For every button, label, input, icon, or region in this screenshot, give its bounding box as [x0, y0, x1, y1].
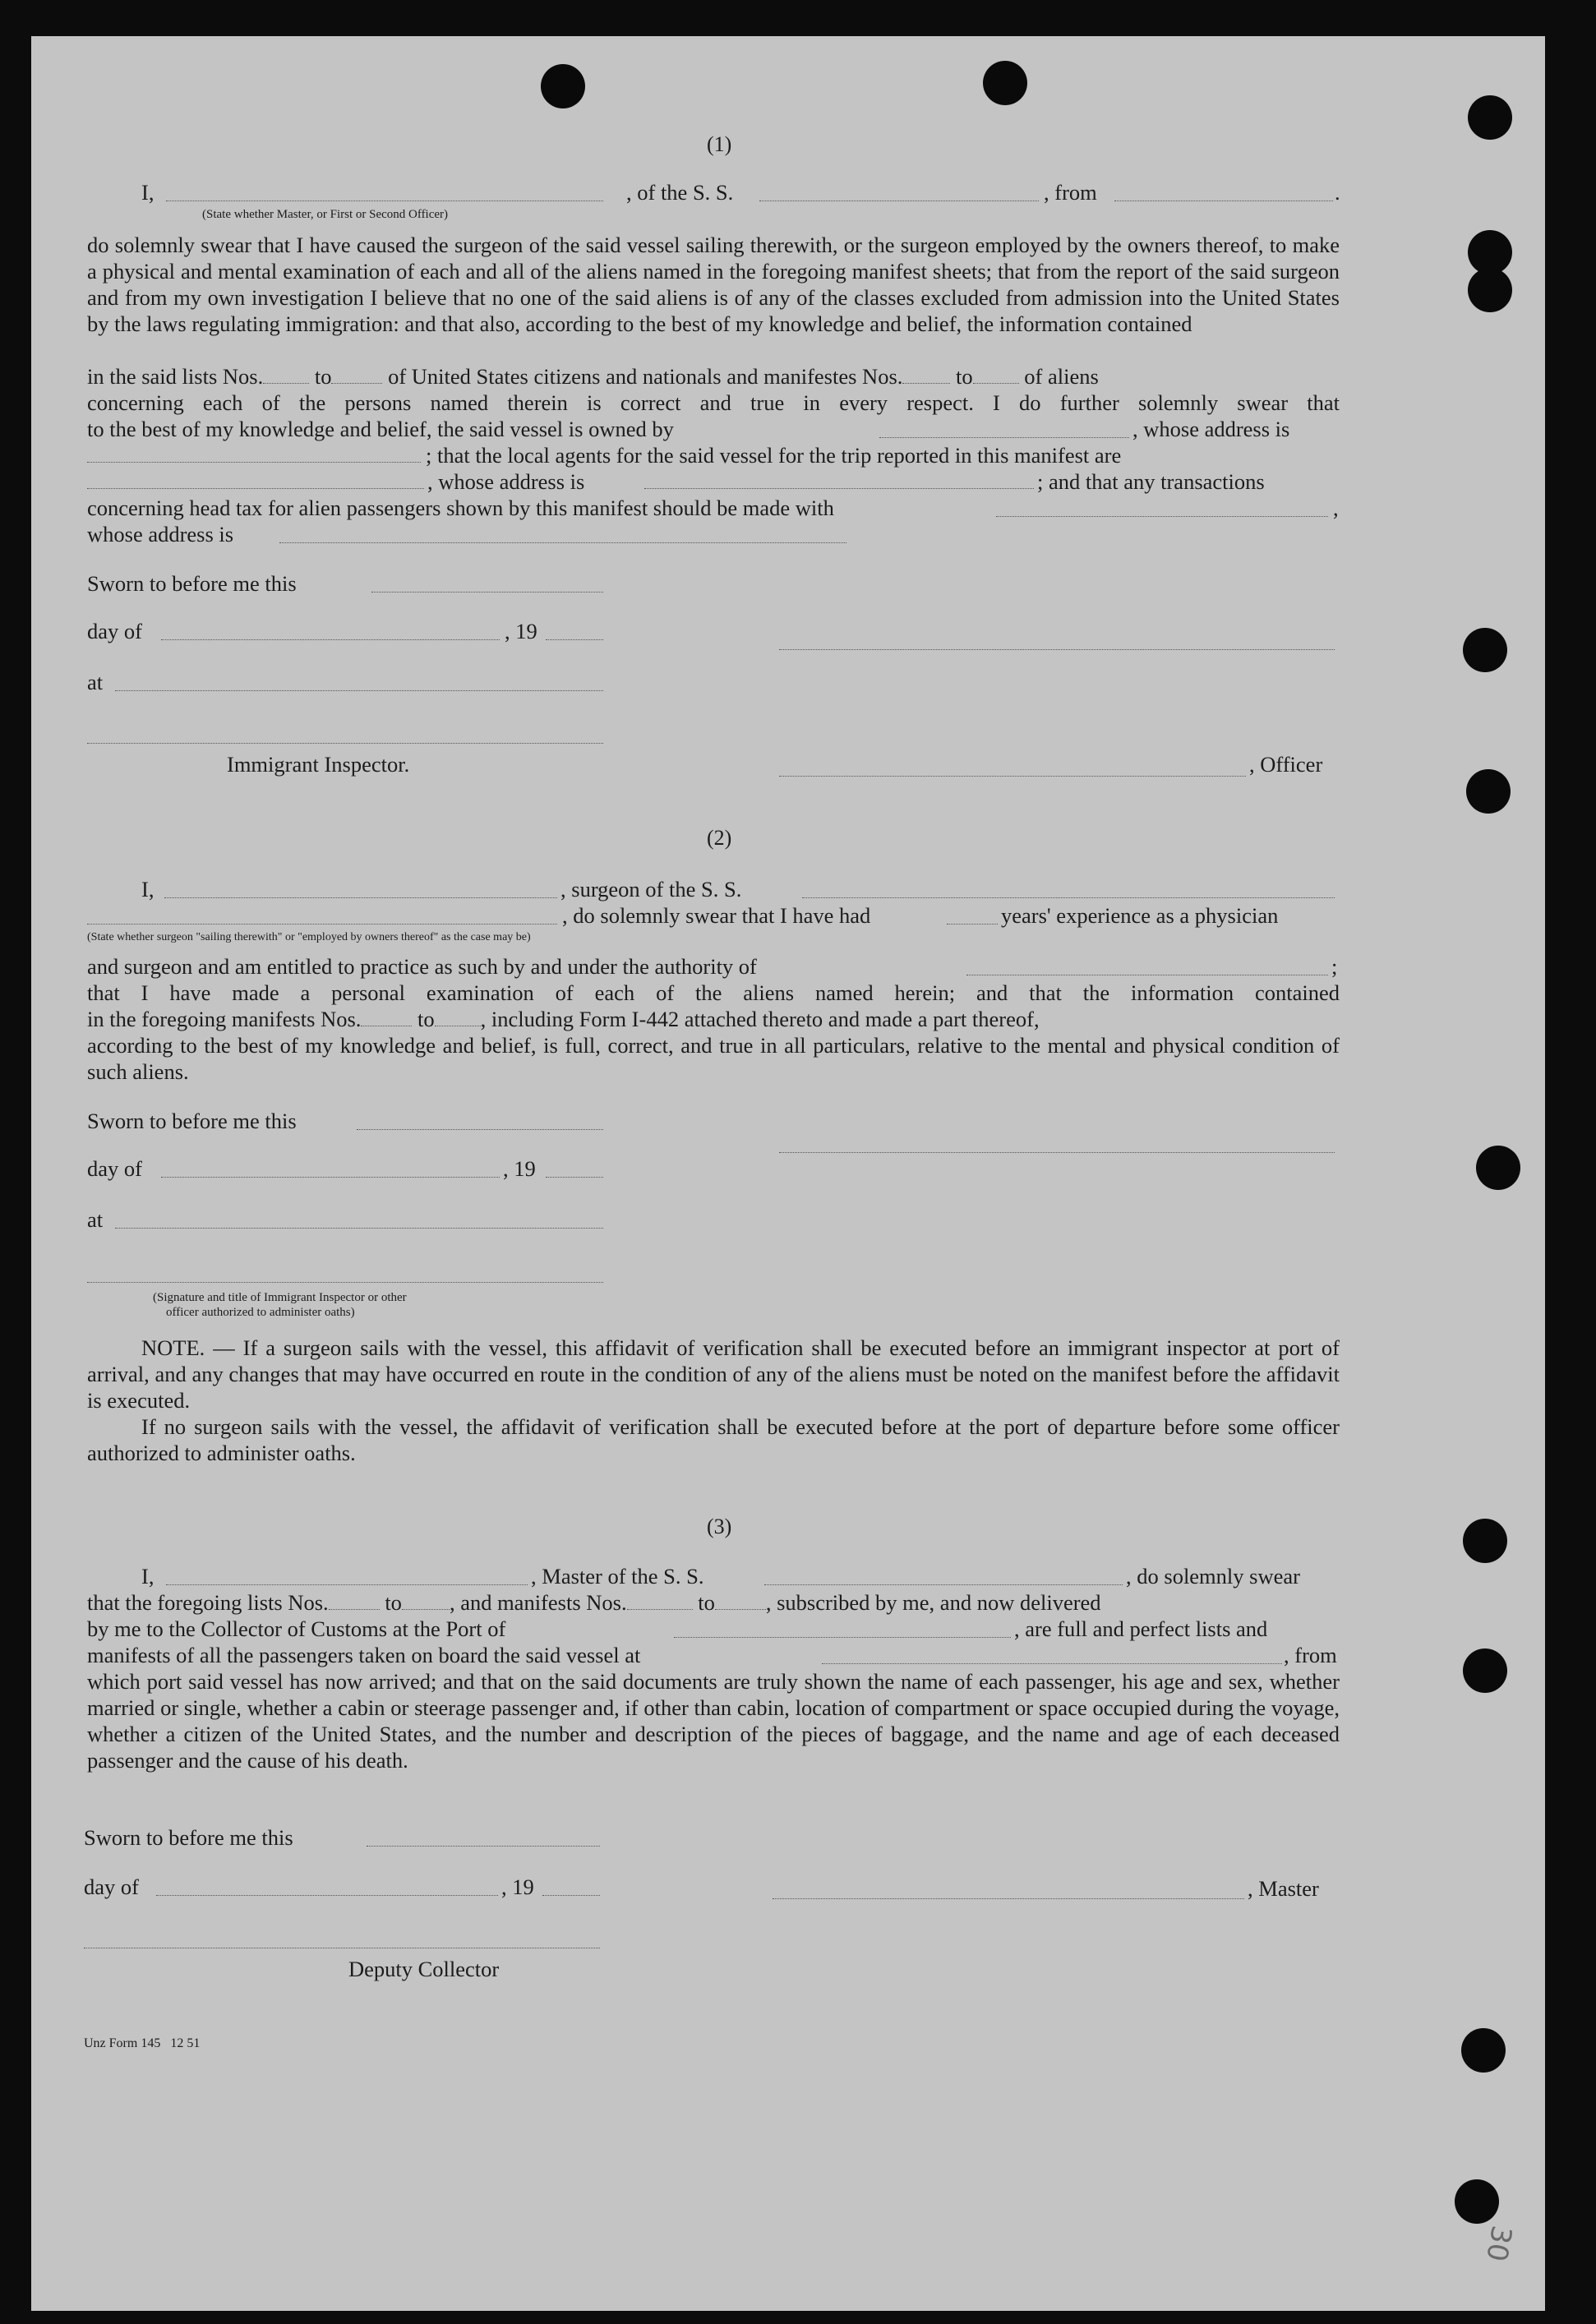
label-address: whose address is	[87, 522, 234, 546]
blank-master[interactable]	[166, 1584, 528, 1585]
blank-manifests-to[interactable]	[715, 1591, 766, 1610]
inspector-label: Immigrant Inspector.	[227, 752, 410, 777]
page-mark: 30	[1479, 2223, 1519, 2264]
day-of-label: day of	[87, 619, 142, 643]
punch-hole	[541, 64, 585, 108]
label: of United States citizens and nationals and manifestes Nos.	[388, 364, 903, 389]
day-of-label: day of	[84, 1874, 139, 1899]
blank-sworn-day[interactable]	[367, 1846, 600, 1847]
section-number: (1)	[707, 132, 732, 156]
day-of-label: day of	[87, 1156, 142, 1181]
punch-hole	[1468, 95, 1512, 140]
blank-month[interactable]	[161, 639, 500, 640]
blank-officer-sign[interactable]	[779, 776, 1246, 777]
label-address: , whose address is	[1132, 417, 1290, 441]
semicolon: ;	[1331, 954, 1338, 979]
master-label: , Master	[1248, 1876, 1319, 1901]
punch-hole	[1476, 1146, 1520, 1190]
blank-surgeon-vessel[interactable]	[802, 897, 1335, 898]
officer-hint: (State whether Master, or First or Second Officer)	[202, 208, 449, 221]
form-number: Unz Form 145 12 51	[84, 2036, 201, 2050]
blank-manifests-from[interactable]	[361, 1008, 412, 1026]
label-surgeon-of: , surgeon of the S. S.	[560, 877, 742, 901]
label-address: , whose address is	[427, 469, 585, 494]
label: , and manifests Nos.	[449, 1590, 627, 1615]
blank-sworn-day[interactable]	[371, 592, 603, 593]
text-line: , are full and perfect lists and	[1014, 1616, 1268, 1641]
blank-lists-to[interactable]	[402, 1591, 450, 1610]
blank-year[interactable]	[542, 1895, 600, 1896]
punch-hole	[1455, 2179, 1499, 2224]
label-i: I,	[141, 1564, 155, 1589]
signature-hint: officer authorized to administer oaths)	[166, 1306, 355, 1319]
label: , including Form I-442 attached thereto and made a part thereof,	[480, 1007, 1040, 1031]
text-line: manifests of all the passengers taken on board the said vessel at	[87, 1643, 641, 1667]
label: , subscribed by me, and now delivered	[765, 1590, 1101, 1615]
end-dot: .	[1335, 180, 1340, 205]
signature-line[interactable]	[779, 649, 1335, 650]
label-of-ss: , of the S. S.	[626, 180, 734, 205]
blank-year[interactable]	[546, 639, 603, 640]
blank-head-tax-agent[interactable]	[996, 516, 1328, 517]
label: to	[417, 1007, 435, 1031]
punch-hole	[1466, 769, 1511, 814]
blank-port[interactable]	[674, 1637, 1011, 1638]
punch-hole	[1463, 1519, 1507, 1563]
section-number: (2)	[707, 826, 732, 850]
blank-lists-from[interactable]	[263, 365, 309, 384]
signature-line[interactable]	[779, 1152, 1335, 1153]
blank-surgeon-status[interactable]	[87, 924, 557, 925]
sworn-label: Sworn to before me this	[87, 571, 297, 596]
label: to	[314, 364, 332, 389]
comma: ,	[1333, 496, 1339, 520]
blank-manifests-to[interactable]	[973, 365, 1019, 384]
punch-hole	[983, 61, 1027, 105]
blank-surgeon[interactable]	[164, 897, 557, 898]
text-line: years' experience as a physician	[1001, 903, 1279, 928]
surgeon-hint: (State whether surgeon "sailing therewith" or "employed by owners thereof" as the case may be)	[87, 931, 531, 943]
text-line: concerning each of the persons named therein is correct and true in every respect. I do further solemnly swear that	[87, 390, 1340, 415]
label: of aliens	[1024, 364, 1099, 389]
blank-inspector[interactable]	[87, 1282, 603, 1283]
blank-manifests-from[interactable]	[902, 365, 950, 384]
blank-lists-to[interactable]	[331, 365, 382, 384]
sworn-label: Sworn to before me this	[84, 1825, 293, 1850]
surgeon-paragraph: according to the best of my knowledge and belief, is full, correct, and true in all particulars, relative to the mental and physical condition of such aliens.	[87, 1033, 1340, 1084]
blank-owner[interactable]	[879, 437, 1129, 438]
punch-hole	[1468, 268, 1512, 312]
label-i: I,	[141, 180, 155, 205]
text-line: concerning head tax for alien passengers shown by this manifest should be made with	[87, 496, 834, 520]
blank-years[interactable]	[947, 924, 998, 925]
officer-label: , Officer	[1249, 752, 1323, 777]
at-label: at	[87, 1207, 104, 1232]
blank-head-tax-address[interactable]	[279, 542, 846, 543]
blank-place[interactable]	[115, 690, 603, 691]
text-line: ; that the local agents for the said vessel for the trip reported in this manifest are	[426, 443, 1122, 468]
blank-place[interactable]	[115, 1228, 603, 1229]
blank-inspector[interactable]	[87, 743, 603, 744]
blank-manifests-to[interactable]	[435, 1008, 481, 1026]
text-line: ; and that any transactions	[1037, 469, 1265, 494]
blank-month[interactable]	[156, 1895, 498, 1896]
label-owned-by: to the best of my knowledge and belief, the said vessel is owned by	[87, 417, 674, 441]
section-number: (3)	[707, 1515, 732, 1538]
text-line: that I have made a personal examination of each of the aliens named herein; and that the information contained	[87, 980, 1340, 1005]
text-line: , do solemnly swear that I have had	[562, 903, 871, 928]
label-master-of: , Master of the S. S.	[531, 1564, 704, 1589]
blank-vessel[interactable]	[764, 1584, 1123, 1585]
label: in the foregoing manifests Nos.	[87, 1007, 362, 1031]
text-line: , from	[1284, 1643, 1337, 1667]
blank-owner-address[interactable]	[87, 462, 421, 463]
label: in the said lists Nos.	[87, 364, 264, 389]
punch-hole	[1463, 1648, 1507, 1693]
label: to	[698, 1590, 715, 1615]
text-line: , do solemnly swear	[1126, 1564, 1300, 1589]
text-line: and surgeon and am entitled to practice as such by and under the authority of	[87, 954, 757, 979]
signature-hint: (Signature and title of Immigrant Inspector or other	[153, 1291, 407, 1304]
year-label: , 19	[505, 619, 537, 643]
label-i: I,	[141, 877, 155, 901]
year-label: , 19	[501, 1874, 534, 1899]
master-paragraph: which port said vessel has now arrived; and that on the said documents are truly shown the name of each passenger, his age and sex, whether married or single, whether a cabin or steerage passenger and, if other than cabin, location of compartment or space occupied during the voyage, whether a citizen of the United States, and the number and description of the pieces of baggage, and the name and age of each deceased passenger and the cause of his death.	[87, 1669, 1340, 1773]
label-from: , from	[1044, 180, 1097, 205]
label: that the foregoing lists Nos.	[87, 1590, 329, 1615]
blank-lists-from[interactable]	[329, 1591, 380, 1610]
text-line: by me to the Collector of Customs at the Port of	[87, 1616, 506, 1641]
sworn-label: Sworn to before me this	[87, 1109, 297, 1133]
punch-hole	[1461, 2028, 1506, 2073]
deputy-collector-label: Deputy Collector	[348, 1957, 500, 1981]
blank-manifests-from[interactable]	[627, 1591, 693, 1610]
punch-hole	[1463, 628, 1507, 672]
blank-boarding-port[interactable]	[822, 1663, 1282, 1664]
label: to	[385, 1590, 402, 1615]
year-label: , 19	[503, 1156, 536, 1181]
label: to	[956, 364, 973, 389]
note-paragraph: NOTE. — If a surgeon sails with the vessel, this affidavit of verification shall be executed before an immigrant inspector at port of arrival, and any changes that may have occurred en route in the condition of any of the aliens must be noted on the manifest before the affidavit is executed.	[87, 1335, 1340, 1413]
note-paragraph: If no surgeon sails with the vessel, the affidavit of verification shall be executed before at the port of departure before some officer authorized to administer oaths.	[87, 1414, 1340, 1465]
blank-agents[interactable]	[87, 488, 424, 489]
blank-month[interactable]	[161, 1177, 500, 1178]
at-label: at	[87, 670, 104, 694]
blank-agents-address[interactable]	[644, 488, 1034, 489]
blank-sworn-day[interactable]	[357, 1129, 603, 1130]
blank-year[interactable]	[546, 1177, 603, 1178]
blank-master-sign[interactable]	[773, 1898, 1244, 1899]
oath-paragraph: do solemnly swear that I have caused the surgeon of the said vessel sailing therewith, or the surgeon employed by the owners thereof, to make a physical and mental examination of each and all of the aliens named in the foregoing manifest sheets; that from the report of the said surgeon and from my own investigation I believe that no one of the said aliens is of any of the classes excluded from admission into the United States by the laws regulating immigration: and that also, according to the best of my knowledge and belief, the information contained	[87, 233, 1340, 336]
